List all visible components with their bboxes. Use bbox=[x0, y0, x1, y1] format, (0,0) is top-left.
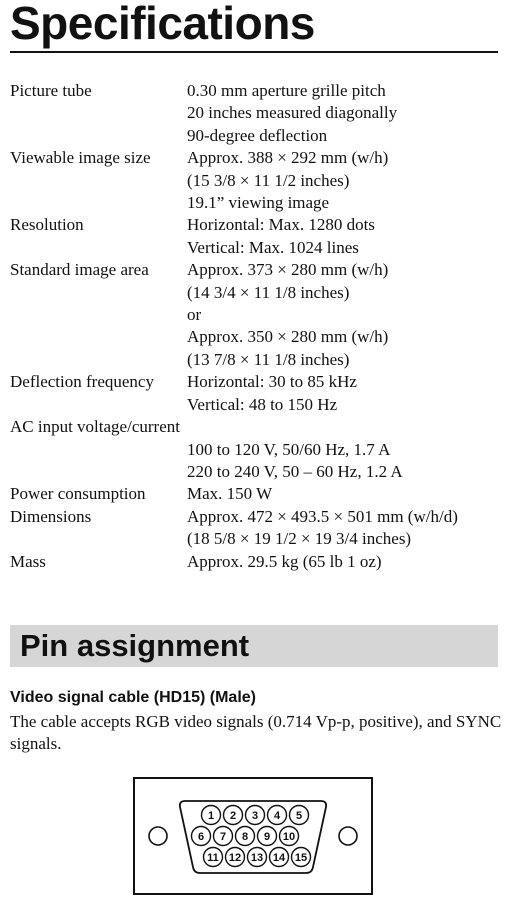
spec-value: Approx. 373 × 280 mm (w/h) bbox=[187, 260, 389, 280]
spec-value: (18 5/8 × 19 1/2 × 19 3/4 inches) bbox=[187, 529, 412, 549]
hd15-connector-diagram bbox=[133, 777, 373, 895]
specifications-list bbox=[10, 80, 500, 573]
page-title: Specifications bbox=[10, 0, 315, 49]
spec-value: (15 3/8 × 11 1/2 inches) bbox=[187, 170, 350, 190]
pin-10-label: 10 bbox=[282, 831, 296, 843]
mounting-hole-left bbox=[149, 827, 167, 845]
pin-14-label: 14 bbox=[272, 852, 286, 864]
spec-row-deflection-frequency bbox=[10, 371, 500, 416]
pin-9-label: 9 bbox=[263, 831, 271, 843]
spec-values bbox=[187, 214, 500, 259]
connector-subheading: Video signal cable (HD15) (Male) bbox=[10, 689, 256, 706]
spec-values bbox=[187, 551, 500, 573]
spec-value: Max. 150 W bbox=[187, 484, 273, 504]
spec-label: Power consumption bbox=[10, 484, 146, 504]
spec-value: Vertical: Max. 1024 lines bbox=[187, 237, 359, 257]
spec-label: Picture tube bbox=[10, 81, 92, 100]
spec-label: Viewable image size bbox=[10, 148, 151, 168]
pin-12-label: 12 bbox=[228, 852, 242, 864]
spec-row-ac-input bbox=[10, 416, 500, 438]
spec-label: Standard image area bbox=[10, 260, 149, 280]
spec-values bbox=[187, 259, 500, 371]
pin-8-label: 8 bbox=[241, 831, 249, 843]
spec-value: (14 3/4 × 11 1/8 inches) bbox=[187, 282, 350, 302]
spec-row-viewable-image-size bbox=[10, 147, 500, 214]
spec-label: AC input voltage/current bbox=[10, 417, 180, 437]
pin-6-label: 6 bbox=[197, 831, 205, 843]
pin-15-label: 15 bbox=[294, 852, 308, 864]
spec-values bbox=[187, 371, 500, 416]
spec-row-standard-image-area bbox=[10, 259, 500, 371]
spec-value: Approx. 472 × 493.5 × 501 mm (w/h/d) bbox=[187, 506, 458, 526]
spec-label: Dimensions bbox=[10, 506, 92, 526]
spec-row-mass bbox=[10, 551, 500, 573]
spec-value: or bbox=[187, 305, 202, 325]
spec-label: Deflection frequency bbox=[10, 372, 154, 392]
spec-row-ac-input-values bbox=[10, 439, 500, 484]
pin-4-label: 4 bbox=[273, 810, 281, 822]
spec-value: 220 to 240 V, 50 – 60 Hz, 1.2 A bbox=[187, 461, 403, 481]
pin-3-label: 3 bbox=[251, 810, 259, 822]
pin-2-label: 2 bbox=[229, 810, 237, 822]
pin-5-label: 5 bbox=[295, 810, 303, 822]
title-rule bbox=[10, 51, 498, 53]
pin-11-label: 11 bbox=[207, 852, 219, 864]
spec-values bbox=[187, 439, 500, 484]
spec-values bbox=[187, 483, 500, 505]
pin-group bbox=[192, 806, 311, 867]
spec-value: Horizontal: 30 to 85 kHz bbox=[187, 372, 357, 392]
spec-row-dimensions bbox=[10, 506, 500, 551]
mounting-hole-right bbox=[339, 827, 357, 845]
spec-values bbox=[187, 506, 500, 551]
spec-row-power-consumption bbox=[10, 483, 500, 505]
spec-value: 90-degree deflection bbox=[187, 125, 328, 145]
spec-value: (13 7/8 × 11 1/8 inches) bbox=[187, 349, 350, 369]
spec-label: Resolution bbox=[10, 215, 84, 235]
spec-values bbox=[187, 80, 500, 147]
section-header bbox=[10, 625, 498, 667]
spec-label-empty bbox=[10, 439, 187, 484]
section-title: Pin assignment bbox=[20, 628, 250, 663]
spec-label: Mass bbox=[10, 551, 46, 571]
spec-row-picture-tube bbox=[10, 80, 500, 147]
connector-svg bbox=[135, 779, 371, 893]
connector-description: The cable accepts RGB video signals (0.714 Vp-p, positive), and SYNC signals. bbox=[10, 712, 502, 754]
pin-13-label: 13 bbox=[250, 852, 264, 864]
spec-value: Horizontal: Max. 1280 dots bbox=[187, 215, 375, 235]
pin-1-label: 1 bbox=[207, 810, 215, 822]
spec-values bbox=[187, 147, 500, 214]
spec-row-resolution bbox=[10, 214, 500, 259]
spec-value: 19.1” viewing image bbox=[187, 193, 330, 213]
spec-value: Vertical: 48 to 150 Hz bbox=[187, 394, 338, 414]
pin-7-label: 7 bbox=[219, 831, 227, 843]
spec-value: 0.30 mm aperture grille pitch bbox=[187, 81, 386, 100]
spec-value: Approx. 388 × 292 mm (w/h) bbox=[187, 148, 389, 168]
spec-value: 100 to 120 V, 50/60 Hz, 1.7 A bbox=[187, 439, 391, 459]
spec-value: Approx. 29.5 kg (65 lb 1 oz) bbox=[187, 551, 382, 571]
spec-value: Approx. 350 × 280 mm (w/h) bbox=[187, 327, 389, 347]
spec-value: 20 inches measured diagonally bbox=[187, 103, 398, 123]
